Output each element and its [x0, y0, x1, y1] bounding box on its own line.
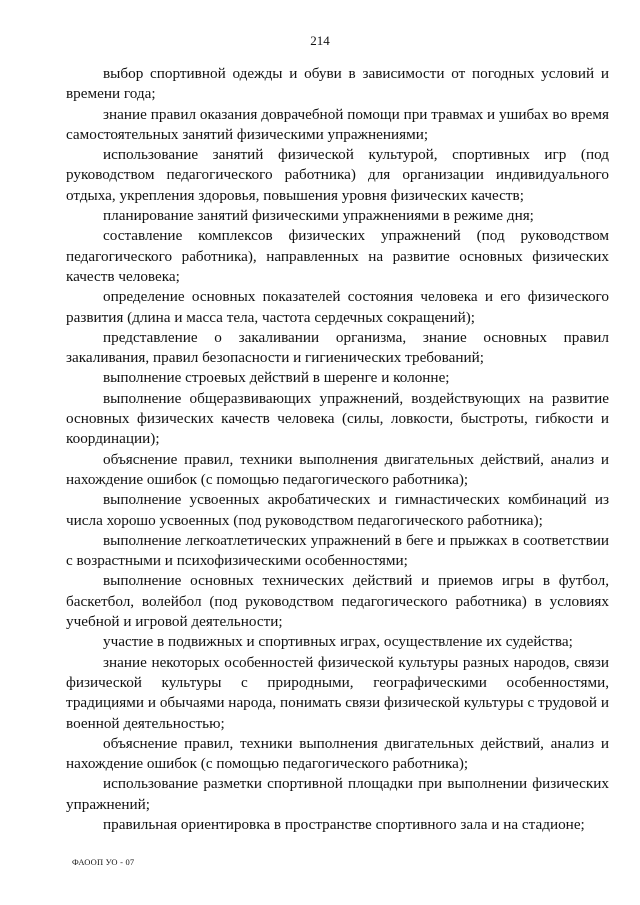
- list-item: правильная ориентировка в пространстве спортивного зала и на стадионе;: [103, 815, 585, 833]
- document-body: [66, 64, 609, 835]
- list-item: знание правил оказания доврачебной помощи при травмах и ушибах во время самостоятельных занятий физическими упражнениями;: [66, 105, 609, 143]
- page-number: 214: [310, 33, 330, 48]
- list-item: выполнение усвоенных акробатических и гимнастических комбинаций из числа хорошо усвоенных (под руководством педагогического работника);: [66, 491, 609, 529]
- list-item: знание некоторых особенностей физической культуры разных народов, связи физической культуры с природными, географическими особенностями, традициями и обычаями народа, понимать связи физической культуры с трудовой и военной деятельностью;: [66, 653, 609, 732]
- list-item: выполнение общеразвивающих упражнений, воздействующих на развитие основных физических качеств человека (силы, ловкости, быстроты, гибкости и координации);: [66, 389, 609, 448]
- list-item: планирование занятий физическими упражнениями в режиме дня;: [103, 207, 534, 225]
- list-item: объяснение правил, техники выполнения двигательных действий, анализ и нахождение ошибок (с помощью педагогического работника);: [66, 450, 609, 488]
- list-item: выполнение строевых действий в шеренге и колонне;: [103, 369, 450, 387]
- list-item: объяснение правил, техники выполнения двигательных действий, анализ и нахождение ошибок (с помощью педагогического работника);: [66, 734, 609, 773]
- list-item: использование разметки спортивной площадки при выполнении физических упражнений;: [66, 775, 609, 813]
- list-item: составление комплексов физических упражнений (под руководством педагогического работника), направленных на развитие основных физических качеств человека;: [66, 227, 609, 285]
- list-item: выполнение основных технических действий и приемов игры в футбол, баскетбол, волейбол (под руководством педагогического работника) в условиях учебной и игровой деятельности;: [66, 572, 609, 631]
- document-footer: ФАООП УО - 07: [72, 857, 135, 867]
- list-item: определение основных показателей состояния человека и его физического развития (длина и масса тела, частота сердечных сокращений);: [66, 288, 609, 326]
- list-item: выполнение легкоатлетических упражнений в беге и прыжках в соответствии с возрастными и психофизическими особенностями;: [66, 531, 609, 570]
- list-item: использование занятий физической культурой, спортивных игр (под руководством педагогического работника) для организации индивидуального отдыха, укрепления здоровья, повышения уровня физических качеств;: [66, 146, 609, 204]
- list-item: участие в подвижных и спортивных играх, осуществление их судейства;: [103, 633, 573, 651]
- list-item: представление о закаливании организма, знание основных правил закаливания, правил безопасности и гигиенических требований;: [66, 328, 609, 367]
- list-item: выбор спортивной одежды и обуви в зависимости от погодных условий и времени года;: [66, 65, 609, 103]
